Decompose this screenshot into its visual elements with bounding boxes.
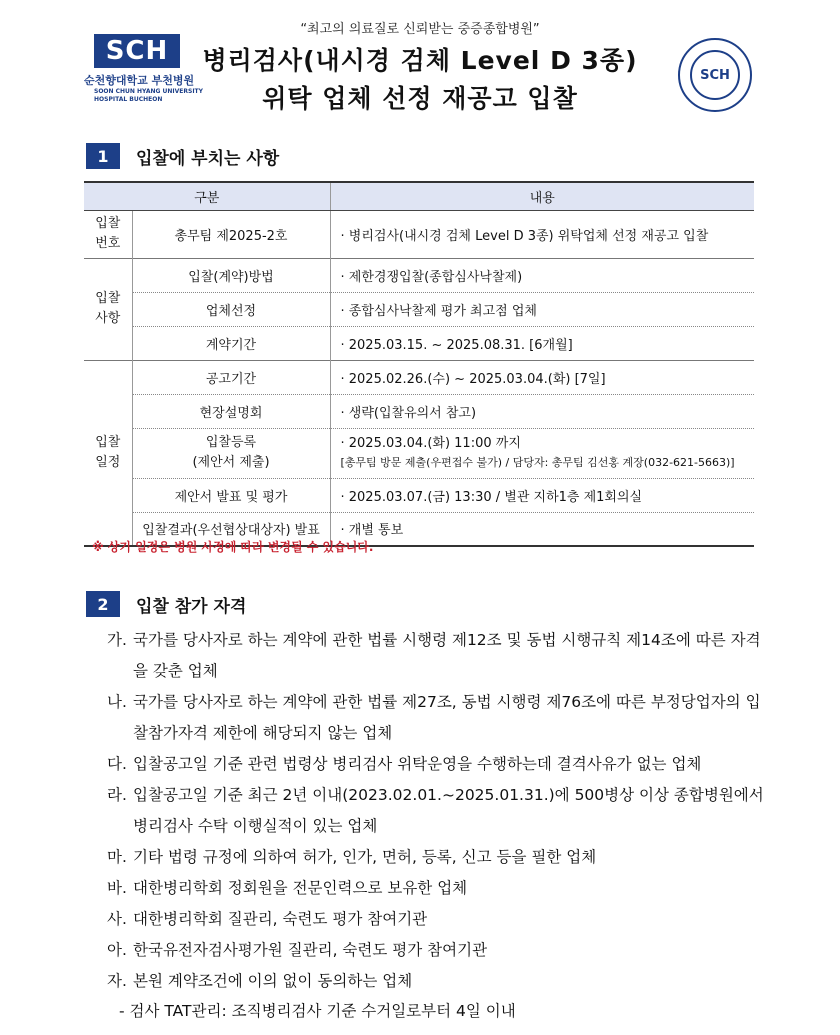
logo-korean-name: 순천향대학교 부천병원 [84, 74, 195, 87]
section-2-heading [86, 591, 246, 617]
row-value: · 개별 통보 [340, 523, 404, 539]
row-value: · 종합심사낙찰제 평가 최고점 업체 [340, 303, 537, 319]
table-row [84, 292, 754, 326]
hospital-seal-icon: SCH [678, 38, 752, 112]
group-label-bid-matter: 입찰 사항 [84, 258, 132, 360]
list-item: 마. 기타 법령 규정에 의하여 허가, 인가, 면허, 등록, 신고 등을 필한 업체 [107, 848, 597, 866]
list-item: 라. 입찰공고일 기준 최근 2년 이내(2023.02.01.~2025.01.31.)에 500병상 이상 종합병원에서 병리검사 수탁 이행실적이 있는 업체 [107, 786, 764, 835]
list-item: 자. 본원 계약조건에 이의 없이 동의하는 업체 [107, 972, 413, 990]
row-label: 입찰등록 (제안서 제출) [132, 428, 330, 478]
section-title: 입찰에 부치는 사항 [136, 148, 280, 169]
row-label: 업체선정 [132, 292, 330, 326]
tat-sub-item: - 검사 TAT관리: 조직병리검사 기준 수거일로부터 4일 이내 [119, 1002, 516, 1020]
table-row [84, 258, 754, 292]
row-value: · 2025.03.04.(화) 11:00 까지 [총무팀 방문 제출(우편접수 불가) / 담당자: 총무팀 김선홍 계장(032-621-5663)] [340, 436, 735, 469]
header-category: 구분 [84, 182, 330, 210]
list-item: 바. 대한병리학회 정회원을 전문인력으로 보유한 업체 [107, 879, 468, 897]
row-label: 입찰결과(우선협상대상자) 발표 [132, 512, 330, 546]
row-value: · 2025.03.15. ~ 2025.08.31. [6개월] [340, 337, 573, 353]
bid-info-table [84, 181, 754, 547]
table-row [84, 360, 754, 394]
list-item: 나. 국가를 당사자로 하는 계약에 관한 법률 제27조, 동법 시행령 제76조에 따른 부정당업자의 입찰참가자격 제한에 해당되지 않는 업체 [107, 693, 761, 742]
group-label-bid-number: 입찰 번호 [84, 210, 132, 258]
section-number: 2 [86, 591, 120, 617]
row-label: 현장설명회 [132, 394, 330, 428]
row-label: 입찰(계약)방법 [132, 258, 330, 292]
table-row [84, 478, 754, 512]
table-row [84, 326, 754, 360]
header-content: 내용 [330, 182, 754, 210]
section-1-heading [86, 143, 279, 169]
row-label: 총무팀 제2025-2호 [132, 210, 330, 258]
row-value: · 제한경쟁입찰(종합심사낙찰제) [340, 269, 523, 285]
section-title: 입찰 참가 자격 [136, 596, 247, 617]
logo-text: SCH [105, 36, 169, 66]
schedule-change-note: ※ 상기 일정은 병원 사정에 따라 변경될 수 있습니다. [92, 540, 374, 554]
list-item: 아. 한국유전자검사평가원 질관리, 숙련도 평가 참여기관 [107, 941, 488, 959]
logo-english-name: SOON CHUN HYANG UNIVERSITY HOSPITAL BUCHEON [94, 88, 203, 103]
group-label-bid-schedule: 입찰 일정 [84, 360, 132, 546]
row-label: 계약기간 [132, 326, 330, 360]
slogan: “최고의 의료질로 신뢰받는 중증종합병원” [300, 22, 540, 37]
qualification-list [107, 625, 767, 1026]
row-label: 제안서 발표 및 평가 [132, 478, 330, 512]
section-number: 1 [86, 143, 120, 169]
row-label: 공고기간 [132, 360, 330, 394]
table-row [84, 394, 754, 428]
table-row [84, 428, 754, 478]
row-value: · 생략(입찰유의서 참고) [340, 405, 477, 421]
list-item: 가. 국가를 당사자로 하는 계약에 관한 법률 시행령 제12조 및 동법 시행규칙 제14조에 따른 자격을 갖춘 업체 [107, 631, 761, 680]
row-value: · 2025.02.26.(수) ~ 2025.03.04.(화) [7일] [340, 371, 606, 387]
row-value: · 병리검사(내시경 검체 Level D 3종) 위탁업체 선정 재공고 입찰 [340, 228, 709, 244]
table-row [84, 210, 754, 258]
page-title: 병리검사(내시경 검체 Level D 3종) 위탁 업체 선정 재공고 입찰 [202, 46, 638, 113]
row-value: · 2025.03.07.(금) 13:30 / 별관 지하1층 제1회의실 [340, 489, 643, 505]
list-item: 사. 대한병리학회 질관리, 숙련도 평가 참여기관 [107, 910, 428, 928]
list-item: 다. 입찰공고일 기준 관련 법령상 병리검사 위탁운영을 수행하는데 결격사유가 없는 업체 [107, 755, 702, 773]
document-header [0, 0, 840, 125]
